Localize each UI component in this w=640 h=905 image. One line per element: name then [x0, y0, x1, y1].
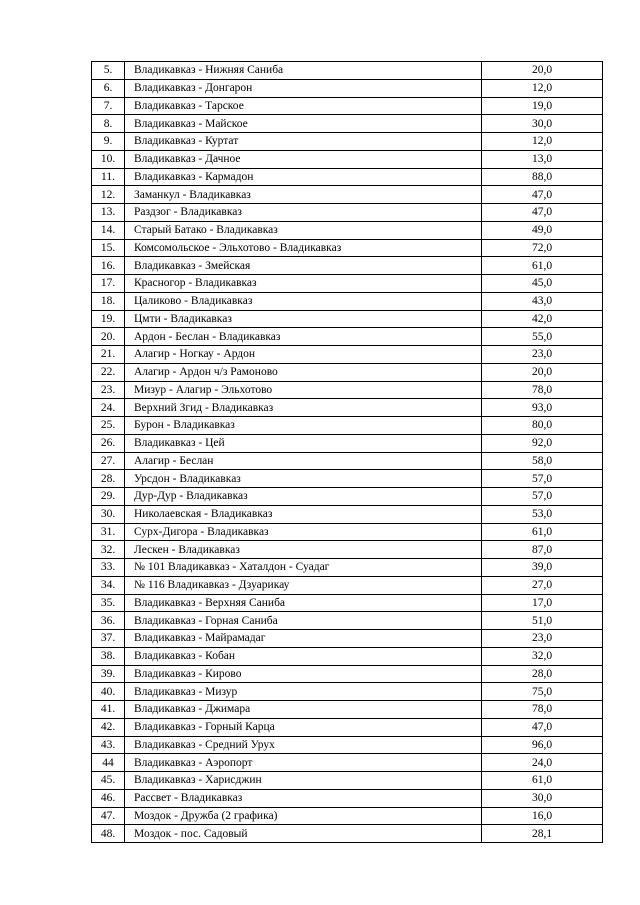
- row-number: 44: [92, 754, 125, 772]
- route-name: Моздок - пос. Садовый: [125, 825, 482, 843]
- row-number: 48.: [92, 825, 125, 843]
- route-name: Ардон - Беслан - Владикавказ: [125, 328, 482, 346]
- route-name: Владикавказ - Средний Урух: [125, 736, 482, 754]
- row-number: 7.: [92, 97, 125, 115]
- row-number: 26.: [92, 434, 125, 452]
- route-name: Владикавказ - Цей: [125, 434, 482, 452]
- route-name: Красногор - Владикавказ: [125, 275, 482, 293]
- row-number: 19.: [92, 310, 125, 328]
- row-number: 34.: [92, 576, 125, 594]
- table-row: [92, 310, 603, 328]
- route-name: Владикавказ - Кирово: [125, 665, 482, 683]
- route-distance: 12,0: [482, 79, 603, 97]
- row-number: 45.: [92, 772, 125, 790]
- route-name: Владикавказ - Куртат: [125, 133, 482, 151]
- route-distance: 78,0: [482, 381, 603, 399]
- table-row: [92, 559, 603, 577]
- route-name: Владикавказ - Мизур: [125, 683, 482, 701]
- table-row: [92, 736, 603, 754]
- route-distance: 28,1: [482, 825, 603, 843]
- route-distance: 12,0: [482, 133, 603, 151]
- row-number: 12.: [92, 186, 125, 204]
- route-name: Верхний Згид - Владикавказ: [125, 399, 482, 417]
- route-distance: 53,0: [482, 505, 603, 523]
- row-number: 8.: [92, 115, 125, 133]
- route-name: Владикавказ - Нижняя Саниба: [125, 62, 482, 80]
- row-number: 11.: [92, 168, 125, 186]
- table-row: [92, 186, 603, 204]
- route-distance: 57,0: [482, 470, 603, 488]
- row-number: 33.: [92, 559, 125, 577]
- table-row: [92, 204, 603, 222]
- table-row: [92, 239, 603, 257]
- row-number: 18.: [92, 292, 125, 310]
- route-name: Старый Батако - Владикавказ: [125, 221, 482, 239]
- route-distance: 49,0: [482, 221, 603, 239]
- route-distance: 30,0: [482, 789, 603, 807]
- route-name: Сурх-Дигора - Владикавказ: [125, 523, 482, 541]
- table-row: [92, 417, 603, 435]
- table-row: [92, 523, 603, 541]
- route-distance: 43,0: [482, 292, 603, 310]
- route-name: Владикавказ - Джимара: [125, 701, 482, 719]
- route-name: Бурон - Владикавказ: [125, 417, 482, 435]
- route-name: Николаевская - Владикавказ: [125, 505, 482, 523]
- route-distance: 45,0: [482, 275, 603, 293]
- route-distance: 55,0: [482, 328, 603, 346]
- row-number: 31.: [92, 523, 125, 541]
- row-number: 15.: [92, 239, 125, 257]
- row-number: 43.: [92, 736, 125, 754]
- route-name: Алагир - Беслан: [125, 452, 482, 470]
- table-row: [92, 79, 603, 97]
- row-number: 38.: [92, 647, 125, 665]
- row-number: 41.: [92, 701, 125, 719]
- row-number: 29.: [92, 488, 125, 506]
- route-distance: 61,0: [482, 523, 603, 541]
- route-name: Алагир - Ногкау - Ардон: [125, 346, 482, 364]
- route-distance: 17,0: [482, 594, 603, 612]
- table-row: [92, 683, 603, 701]
- route-distance: 20,0: [482, 62, 603, 80]
- route-name: Комсомольское - Эльхотово - Владикавказ: [125, 239, 482, 257]
- route-name: Моздок - Дружба (2 графика): [125, 807, 482, 825]
- row-number: 5.: [92, 62, 125, 80]
- table-row: [92, 754, 603, 772]
- route-distance: 88,0: [482, 168, 603, 186]
- table-row: [92, 399, 603, 417]
- route-name: Владикавказ - Харисджин: [125, 772, 482, 790]
- table-row: [92, 257, 603, 275]
- row-number: 28.: [92, 470, 125, 488]
- route-distance: 61,0: [482, 257, 603, 275]
- table-row: [92, 718, 603, 736]
- table-row: [92, 381, 603, 399]
- row-number: 46.: [92, 789, 125, 807]
- table-row: [92, 62, 603, 80]
- route-name: Владикавказ - Дачное: [125, 150, 482, 168]
- row-number: 37.: [92, 630, 125, 648]
- row-number: 20.: [92, 328, 125, 346]
- route-distance: 57,0: [482, 488, 603, 506]
- table-row: [92, 150, 603, 168]
- table-row: [92, 647, 603, 665]
- row-number: 13.: [92, 204, 125, 222]
- route-distance: 78,0: [482, 701, 603, 719]
- route-distance: 42,0: [482, 310, 603, 328]
- table-row: [92, 292, 603, 310]
- row-number: 40.: [92, 683, 125, 701]
- route-distance: 13,0: [482, 150, 603, 168]
- route-name: Цмти - Владикавказ: [125, 310, 482, 328]
- routes-table-body: [92, 62, 603, 843]
- table-row: [92, 115, 603, 133]
- row-number: 36.: [92, 612, 125, 630]
- route-name: Владикавказ - Кобан: [125, 647, 482, 665]
- route-distance: 32,0: [482, 647, 603, 665]
- route-distance: 51,0: [482, 612, 603, 630]
- route-name: Владикавказ - Майрамадаг: [125, 630, 482, 648]
- table-row: [92, 328, 603, 346]
- route-name: Рассвет - Владикавказ: [125, 789, 482, 807]
- table-row: [92, 221, 603, 239]
- route-distance: 16,0: [482, 807, 603, 825]
- route-name: Заманкул - Владикавказ: [125, 186, 482, 204]
- route-name: Раздзог - Владикавказ: [125, 204, 482, 222]
- route-name: Урсдон - Владикавказ: [125, 470, 482, 488]
- row-number: 32.: [92, 541, 125, 559]
- table-row: [92, 168, 603, 186]
- table-row: [92, 630, 603, 648]
- row-number: 9.: [92, 133, 125, 151]
- table-row: [92, 541, 603, 559]
- table-row: [92, 452, 603, 470]
- table-row: [92, 612, 603, 630]
- route-distance: 80,0: [482, 417, 603, 435]
- route-name: Мизур - Алагир - Эльхотово: [125, 381, 482, 399]
- route-distance: 61,0: [482, 772, 603, 790]
- route-name: Дур-Дур - Владикавказ: [125, 488, 482, 506]
- row-number: 14.: [92, 221, 125, 239]
- table-row: [92, 594, 603, 612]
- table-row: [92, 665, 603, 683]
- table-row: [92, 133, 603, 151]
- table-row: [92, 434, 603, 452]
- table-row: [92, 346, 603, 364]
- route-distance: 47,0: [482, 186, 603, 204]
- route-distance: 24,0: [482, 754, 603, 772]
- row-number: 47.: [92, 807, 125, 825]
- table-row: [92, 505, 603, 523]
- table-row: [92, 97, 603, 115]
- route-distance: 23,0: [482, 346, 603, 364]
- row-number: 17.: [92, 275, 125, 293]
- row-number: 24.: [92, 399, 125, 417]
- route-distance: 58,0: [482, 452, 603, 470]
- row-number: 21.: [92, 346, 125, 364]
- route-name: Владикавказ - Донгарон: [125, 79, 482, 97]
- route-name: Владикавказ - Майское: [125, 115, 482, 133]
- route-distance: 30,0: [482, 115, 603, 133]
- table-row: [92, 470, 603, 488]
- row-number: 27.: [92, 452, 125, 470]
- route-name: № 101 Владикавказ - Хаталдон - Суадаг: [125, 559, 482, 577]
- table-row: [92, 807, 603, 825]
- route-name: Цаликово - Владикавказ: [125, 292, 482, 310]
- route-name: Лескен - Владикавказ: [125, 541, 482, 559]
- row-number: 22.: [92, 363, 125, 381]
- row-number: 10.: [92, 150, 125, 168]
- row-number: 25.: [92, 417, 125, 435]
- route-distance: 75,0: [482, 683, 603, 701]
- route-distance: 20,0: [482, 363, 603, 381]
- row-number: 39.: [92, 665, 125, 683]
- row-number: 30.: [92, 505, 125, 523]
- route-name: Владикавказ - Горная Саниба: [125, 612, 482, 630]
- table-row: [92, 576, 603, 594]
- route-distance: 72,0: [482, 239, 603, 257]
- row-number: 6.: [92, 79, 125, 97]
- route-name: Владикавказ - Кармадон: [125, 168, 482, 186]
- route-distance: 23,0: [482, 630, 603, 648]
- table-row: [92, 701, 603, 719]
- row-number: 42.: [92, 718, 125, 736]
- table-row: [92, 488, 603, 506]
- row-number: 23.: [92, 381, 125, 399]
- route-distance: 19,0: [482, 97, 603, 115]
- route-distance: 92,0: [482, 434, 603, 452]
- route-name: № 116 Владикавказ - Дзуарикау: [125, 576, 482, 594]
- row-number: 16.: [92, 257, 125, 275]
- route-distance: 87,0: [482, 541, 603, 559]
- table-row: [92, 789, 603, 807]
- route-name: Владикавказ - Аэропорт: [125, 754, 482, 772]
- row-number: 35.: [92, 594, 125, 612]
- route-distance: 47,0: [482, 718, 603, 736]
- route-distance: 93,0: [482, 399, 603, 417]
- routes-table: [91, 61, 603, 843]
- route-name: Владикавказ - Горный Карца: [125, 718, 482, 736]
- route-name: Владикавказ - Верхняя Саниба: [125, 594, 482, 612]
- route-distance: 96,0: [482, 736, 603, 754]
- table-row: [92, 772, 603, 790]
- route-distance: 28,0: [482, 665, 603, 683]
- table-row: [92, 363, 603, 381]
- route-distance: 39,0: [482, 559, 603, 577]
- route-name: Владикавказ - Змейская: [125, 257, 482, 275]
- table-row: [92, 825, 603, 843]
- route-name: Владикавказ - Тарское: [125, 97, 482, 115]
- route-name: Алагир - Ардон ч/з Рамоново: [125, 363, 482, 381]
- route-distance: 27,0: [482, 576, 603, 594]
- table-row: [92, 275, 603, 293]
- route-distance: 47,0: [482, 204, 603, 222]
